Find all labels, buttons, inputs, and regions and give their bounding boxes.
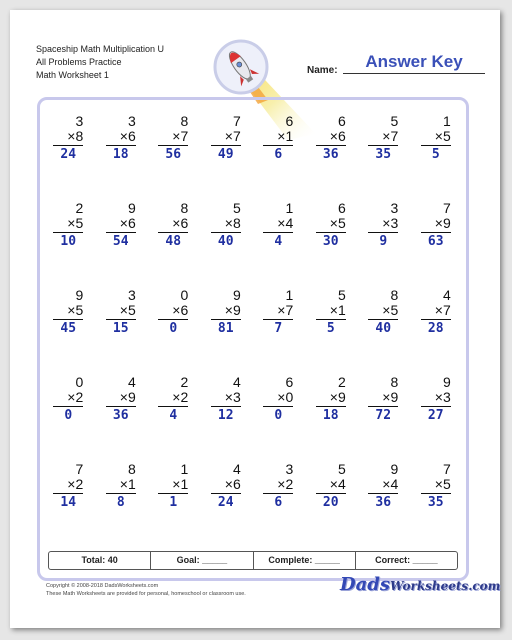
- problem-cell: [200, 288, 253, 375]
- multiplicand: 9: [127, 200, 136, 216]
- multiplier: ×3: [421, 390, 451, 407]
- answer: 36: [375, 495, 392, 510]
- multiplier: ×5: [53, 216, 83, 233]
- problem: [211, 375, 241, 423]
- multiplier: ×6: [158, 216, 188, 233]
- answer: 49: [217, 147, 234, 162]
- answer: 9: [379, 234, 388, 249]
- multiplier: ×5: [368, 303, 398, 320]
- multiplicand: 9: [442, 374, 451, 390]
- answer: 54: [112, 234, 129, 249]
- problem: [158, 288, 188, 336]
- multiplicand: 5: [390, 113, 399, 129]
- multiplier: ×2: [263, 477, 293, 494]
- brand-logo-main: Dads: [340, 574, 390, 595]
- problem: [106, 114, 136, 162]
- multiplier: ×1: [106, 477, 136, 494]
- multiplicand: 1: [180, 461, 189, 477]
- answer: 24: [217, 495, 234, 510]
- multiplier: ×6: [211, 477, 241, 494]
- multiplicand: 9: [232, 287, 241, 303]
- multiplier: ×4: [316, 477, 346, 494]
- problem-cell: [95, 288, 148, 375]
- multiplicand: 2: [75, 200, 84, 216]
- problem-cell: [252, 114, 305, 201]
- problem-row: [42, 201, 462, 288]
- answer: 48: [165, 234, 182, 249]
- answer: 4: [169, 408, 178, 423]
- problem-cell: [95, 375, 148, 462]
- multiplicand: 5: [337, 287, 346, 303]
- problem-cell: [305, 201, 358, 288]
- goal-cell: Goal: _____: [151, 552, 253, 569]
- problem-cell: [95, 201, 148, 288]
- problem-cell: [305, 462, 358, 549]
- answer: 40: [217, 234, 234, 249]
- problem-cell: [305, 375, 358, 462]
- problem-cell: [95, 462, 148, 549]
- answer: 6: [274, 495, 283, 510]
- problem-cell: [42, 288, 95, 375]
- problem: [211, 201, 241, 249]
- answer: 15: [112, 321, 129, 336]
- rocket-icon: [212, 38, 270, 96]
- multiplicand: 8: [390, 287, 399, 303]
- problem: [158, 375, 188, 423]
- answer: 24: [60, 147, 77, 162]
- multiplicand: 3: [285, 461, 294, 477]
- answer: 56: [165, 147, 182, 162]
- problem: [211, 462, 241, 510]
- problem-grid: [42, 114, 462, 549]
- problem-cell: [200, 375, 253, 462]
- multiplier: ×4: [368, 477, 398, 494]
- problem: [211, 288, 241, 336]
- problem-cell: [147, 114, 200, 201]
- multiplier: ×5: [316, 216, 346, 233]
- multiplier: ×9: [421, 216, 451, 233]
- multiplier: ×8: [211, 216, 241, 233]
- problem-cell: [305, 288, 358, 375]
- problem: [158, 114, 188, 162]
- multiplier: ×3: [211, 390, 241, 407]
- multiplicand: 2: [180, 374, 189, 390]
- multiplier: ×6: [106, 216, 136, 233]
- problem-cell: [410, 375, 463, 462]
- multiplicand: 8: [127, 461, 136, 477]
- multiplier: ×7: [158, 129, 188, 146]
- problem: [421, 375, 451, 423]
- answer: 0: [274, 408, 283, 423]
- problem-cell: [410, 201, 463, 288]
- problem: [106, 462, 136, 510]
- answer: 6: [274, 147, 283, 162]
- multiplicand: 1: [442, 113, 451, 129]
- problem-cell: [410, 288, 463, 375]
- worksheet-number: Math Worksheet 1: [36, 70, 109, 80]
- problem-cell: [42, 375, 95, 462]
- problem: [316, 462, 346, 510]
- problem: [368, 114, 398, 162]
- multiplicand: 6: [285, 113, 294, 129]
- answer: 8: [116, 495, 125, 510]
- answer: 28: [427, 321, 444, 336]
- answer: 30: [322, 234, 339, 249]
- multiplicand: 7: [442, 200, 451, 216]
- answer: 72: [375, 408, 392, 423]
- multiplicand: 7: [442, 461, 451, 477]
- multiplier: ×6: [158, 303, 188, 320]
- multiplicand: 3: [75, 113, 84, 129]
- problem-cell: [357, 375, 410, 462]
- multiplier: ×4: [263, 216, 293, 233]
- name-label: Name:: [307, 65, 338, 76]
- answer: 35: [427, 495, 444, 510]
- multiplicand: 0: [75, 374, 84, 390]
- problem-cell: [200, 114, 253, 201]
- problem: [421, 288, 451, 336]
- multiplicand: 9: [390, 461, 399, 477]
- multiplier: ×7: [421, 303, 451, 320]
- answer: 81: [217, 321, 234, 336]
- score-bar: [48, 551, 458, 570]
- problem-cell: [147, 375, 200, 462]
- problem-cell: [147, 462, 200, 549]
- problem: [421, 114, 451, 162]
- answer: 12: [217, 408, 234, 423]
- multiplicand: 4: [442, 287, 451, 303]
- problem: [53, 288, 83, 336]
- multiplier: ×8: [53, 129, 83, 146]
- problem: [263, 201, 293, 249]
- multiplicand: 8: [390, 374, 399, 390]
- multiplier: ×1: [316, 303, 346, 320]
- multiplier: ×7: [211, 129, 241, 146]
- problem-cell: [357, 114, 410, 201]
- multiplier: ×9: [106, 390, 136, 407]
- multiplier: ×5: [421, 477, 451, 494]
- problem: [368, 462, 398, 510]
- multiplier: ×2: [53, 390, 83, 407]
- multiplicand: 6: [337, 113, 346, 129]
- multiplier: ×9: [316, 390, 346, 407]
- problem-cell: [252, 288, 305, 375]
- multiplicand: 3: [127, 287, 136, 303]
- multiplier: ×2: [53, 477, 83, 494]
- answer: 0: [169, 321, 178, 336]
- copyright-line: Copyright © 2008-2018 DadsWorksheets.com: [46, 583, 159, 589]
- problem-cell: [42, 462, 95, 549]
- problem-cell: [252, 375, 305, 462]
- problem-cell: [252, 201, 305, 288]
- multiplicand: 3: [127, 113, 136, 129]
- problem-row: [42, 462, 462, 549]
- problem: [368, 288, 398, 336]
- answer: 1: [169, 495, 178, 510]
- problem-cell: [200, 201, 253, 288]
- total-cell: Total: 40: [49, 552, 151, 569]
- problem-row: [42, 288, 462, 375]
- problem: [421, 201, 451, 249]
- problem-cell: [42, 201, 95, 288]
- problem-cell: [357, 201, 410, 288]
- worksheet-subtitle: All Problems Practice: [36, 57, 122, 67]
- multiplier: ×9: [211, 303, 241, 320]
- complete-cell: Complete: _____: [254, 552, 356, 569]
- problem: [106, 375, 136, 423]
- problem: [421, 462, 451, 510]
- answer: 36: [322, 147, 339, 162]
- answer: 27: [427, 408, 444, 423]
- answer: 18: [112, 147, 129, 162]
- multiplicand: 8: [180, 200, 189, 216]
- multiplier: ×5: [106, 303, 136, 320]
- multiplier: ×3: [368, 216, 398, 233]
- multiplicand: 6: [285, 374, 294, 390]
- problem: [368, 375, 398, 423]
- multiplicand: 5: [337, 461, 346, 477]
- problem: [263, 462, 293, 510]
- answer: 5: [431, 147, 440, 162]
- problem-cell: [410, 462, 463, 549]
- answer: 20: [322, 495, 339, 510]
- multiplicand: 1: [285, 287, 294, 303]
- multiplicand: 6: [337, 200, 346, 216]
- problem-row: [42, 375, 462, 462]
- answer: 10: [60, 234, 77, 249]
- problem: [53, 375, 83, 423]
- problem: [316, 288, 346, 336]
- multiplicand: 4: [232, 461, 241, 477]
- problem-cell: [410, 114, 463, 201]
- multiplicand: 4: [127, 374, 136, 390]
- answer: 4: [274, 234, 283, 249]
- problem: [211, 114, 241, 162]
- problem: [263, 114, 293, 162]
- multiplier: ×6: [106, 129, 136, 146]
- answer: 14: [60, 495, 77, 510]
- multiplier: ×7: [368, 129, 398, 146]
- answer: 18: [322, 408, 339, 423]
- answer: 5: [326, 321, 335, 336]
- multiplicand: 4: [232, 374, 241, 390]
- multiplicand: 5: [232, 200, 241, 216]
- answer: 63: [427, 234, 444, 249]
- multiplier: ×1: [263, 129, 293, 146]
- usage-note: These Math Worksheets are provided for personal, homeschool or classroom use.: [46, 591, 246, 597]
- brand-logo-sub: Worksheets.com: [390, 579, 501, 593]
- problem: [53, 201, 83, 249]
- problem-cell: [305, 114, 358, 201]
- multiplier: ×7: [263, 303, 293, 320]
- problem: [316, 375, 346, 423]
- multiplier: ×9: [368, 390, 398, 407]
- problem: [316, 114, 346, 162]
- problem: [53, 114, 83, 162]
- correct-cell: Correct: _____: [375, 555, 438, 565]
- multiplicand: 0: [180, 287, 189, 303]
- worksheet-title: Spaceship Math Multiplication U: [36, 44, 165, 54]
- problem-cell: [252, 462, 305, 549]
- multiplier: ×5: [53, 303, 83, 320]
- problem-cell: [357, 462, 410, 549]
- problem: [106, 201, 136, 249]
- multiplier: ×0: [263, 390, 293, 407]
- problem-row: [42, 114, 462, 201]
- answer: 36: [112, 408, 129, 423]
- problem: [263, 288, 293, 336]
- problem-cell: [357, 288, 410, 375]
- multiplier: ×1: [158, 477, 188, 494]
- problem: [106, 288, 136, 336]
- problem: [158, 201, 188, 249]
- answer-key-field: Answer Key: [343, 52, 485, 74]
- answer: 35: [375, 147, 392, 162]
- problem: [368, 201, 398, 249]
- problem: [316, 201, 346, 249]
- multiplicand: 7: [232, 113, 241, 129]
- multiplicand: 2: [337, 374, 346, 390]
- brand-logo: [340, 574, 500, 595]
- multiplier: ×2: [158, 390, 188, 407]
- multiplicand: 3: [390, 200, 399, 216]
- answer: 40: [375, 321, 392, 336]
- problem-cell: [42, 114, 95, 201]
- problem-cell: [147, 201, 200, 288]
- problem: [158, 462, 188, 510]
- problem-cell: [147, 288, 200, 375]
- multiplier: ×6: [316, 129, 346, 146]
- answer: 45: [60, 321, 77, 336]
- problem: [53, 462, 83, 510]
- problem-cell: [95, 114, 148, 201]
- multiplier: ×5: [421, 129, 451, 146]
- problem: [263, 375, 293, 423]
- answer: 0: [64, 408, 73, 423]
- problem-cell: [200, 462, 253, 549]
- multiplicand: 9: [75, 287, 84, 303]
- multiplicand: 7: [75, 461, 84, 477]
- multiplicand: 8: [180, 113, 189, 129]
- answer: 7: [274, 321, 283, 336]
- multiplicand: 1: [285, 200, 294, 216]
